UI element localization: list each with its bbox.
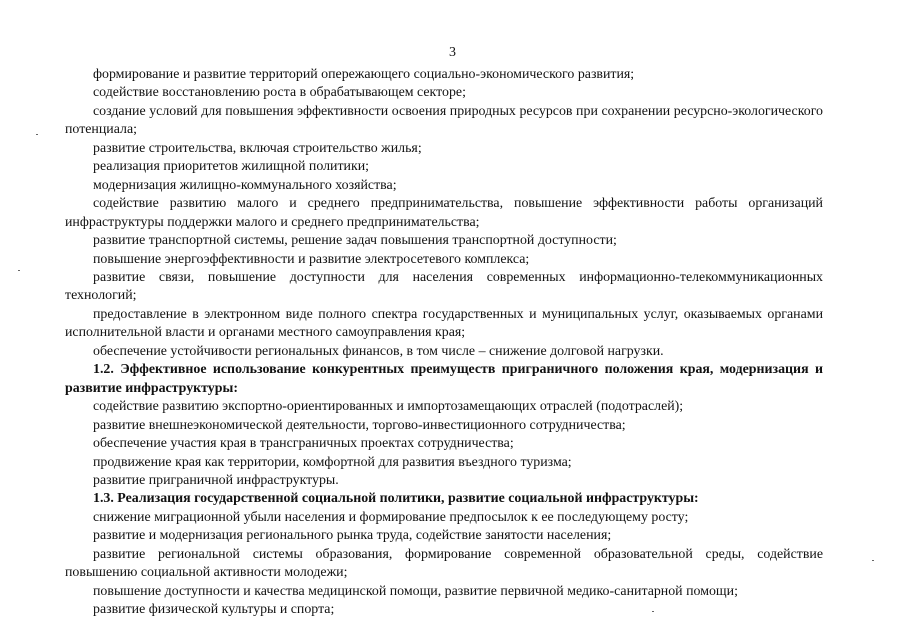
paragraph: создание условий для повышения эффективности освоения природных ресурсов при сохранении ресурсно-экологического потенциала; [65, 103, 823, 138]
paragraph: развитие физической культуры и спорта; [93, 602, 335, 618]
section-heading: 1.2. Эффективное использование конкурентных преимуществ приграничного положения края, модернизация и развитие инфраструктуры: [65, 362, 823, 396]
scan-speck [872, 560, 874, 561]
section-heading: 1.3. Реализация государственной социальной политики, развитие социальной инфраструктуры: [93, 491, 699, 507]
paragraph: продвижение края как территории, комфортной для развития въездного туризма; [93, 454, 572, 470]
paragraph: предоставление в электронном виде полного спектра государственных и муниципальных услуг, оказываемых органами исполнительной власти и органами местного самоуправления края; [65, 306, 823, 341]
paragraph: реализация приоритетов жилищной политики; [93, 159, 370, 175]
paragraph: повышение энергоэффективности и развитие электросетевого комплекса; [93, 251, 530, 267]
paragraph: развитие транспортной системы, решение задач повышения транспортной доступности; [93, 233, 617, 249]
paragraph: развитие региональной системы образования, формирование современной образовательной среды, содействие повышению социальной активности молодежи; [65, 546, 823, 581]
paragraph: содействие развитию малого и среднего предпринимательства, повышение эффективности работы организаций инфраструктуры поддержки малого и среднего предпринимательства; [65, 196, 823, 230]
scan-speck [652, 611, 654, 612]
paragraph: модернизация жилищно-коммунального хозяйства; [93, 177, 397, 193]
paragraph: снижение миграционной убыли населения и формирование предпосылок к ее последующему росту; [93, 509, 689, 525]
paragraph: обеспечение участия края в трансграничных проектах сотрудничества; [93, 436, 514, 452]
paragraph: содействие восстановлению роста в обрабатывающем секторе; [93, 85, 466, 101]
scan-speck [18, 270, 20, 271]
paragraph: повышение доступности и качества медицинской помощи, развитие первичной медико-санитарной помощи; [93, 583, 738, 599]
paragraph: развитие внешнеэкономической деятельности, торгово-инвестиционного сотрудничества; [93, 417, 626, 433]
paragraph: развитие приграничной инфраструктуры. [93, 472, 339, 488]
page-number: 3 [449, 45, 456, 60]
paragraph: развитие связи, повышение доступности для населения современных информационно-телекоммуникационных технологий; [65, 269, 823, 304]
paragraph: развитие строительства, включая строительство жилья; [93, 140, 422, 156]
paragraph: содействие развитию экспортно-ориентированных и импортозамещающих отраслей (подотраслей); [93, 399, 684, 415]
scan-speck [36, 134, 38, 135]
document-body [65, 66, 823, 620]
paragraph: развитие и модернизация регионального рынка труда, содействие занятости населения; [93, 528, 612, 544]
paragraph: формирование и развитие территорий опережающего социально-экономического развития; [93, 67, 635, 82]
paragraph: обеспечение устойчивости региональных финансов, в том числе – снижение долговой нагрузки. [93, 343, 664, 359]
